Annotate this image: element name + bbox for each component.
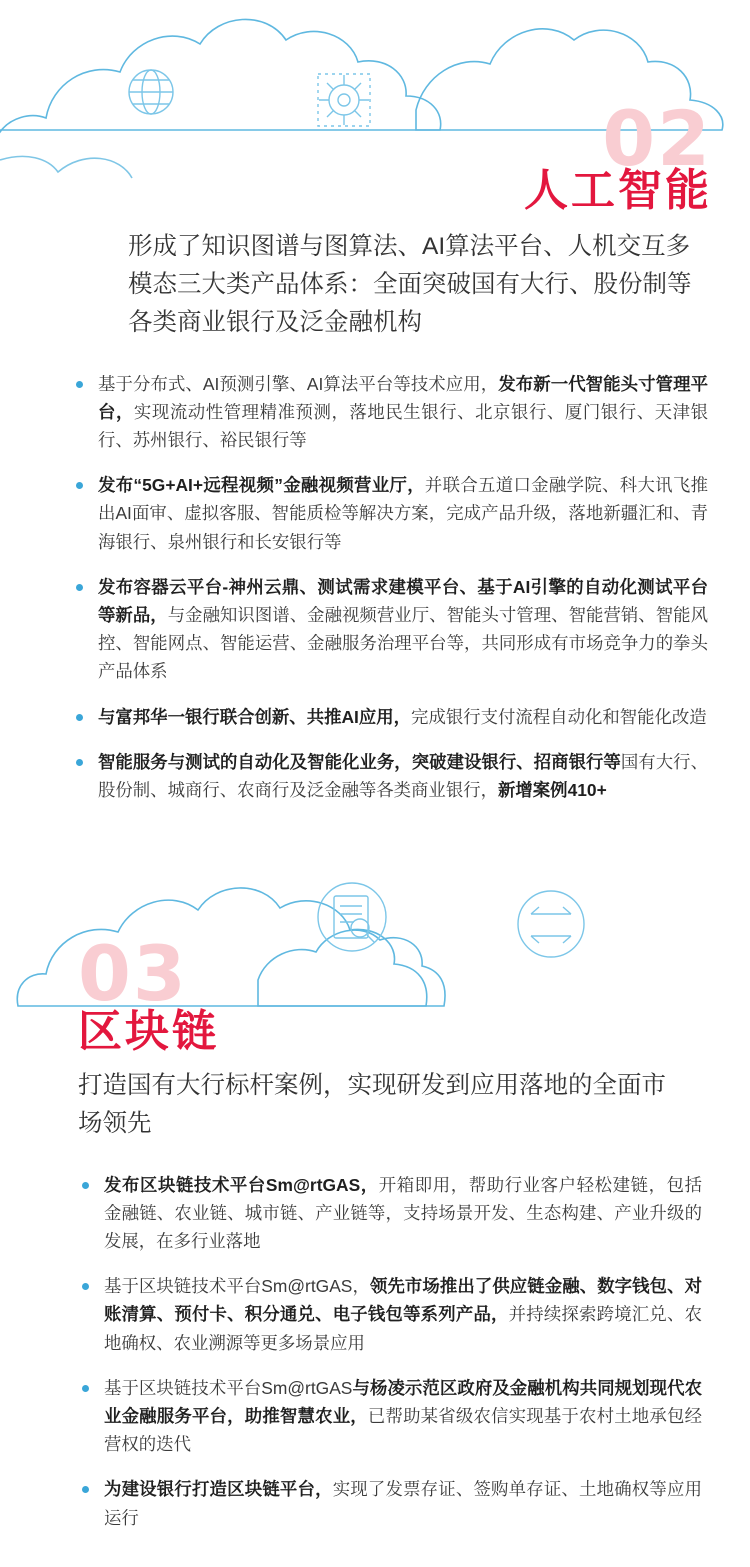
- list-item: [72, 573, 708, 686]
- body-text: 基于区块链技术平台Sm@rtGAS: [104, 1377, 353, 1398]
- section-title: 区块链: [78, 1007, 219, 1057]
- bullet-list-blockchain: [78, 1171, 702, 1532]
- body-text: 实现流动性管理精准预测，落地民生银行、北京银行、厦门银行、天津银行、苏州银行、裕民银行等: [98, 401, 708, 451]
- bullet-list-ai: [72, 370, 708, 804]
- section-lead-blockchain: 打造国有大行标杆案例，实现研发到应用落地的全面市场领先: [78, 1071, 666, 1137]
- emphasis-text: 发布“5G+AI+远程视频”金融视频营业厅，: [98, 475, 425, 496]
- body-text: 基于区块链技术平台Sm@rtGAS，: [104, 1276, 370, 1297]
- list-item: [78, 1475, 702, 1531]
- body-text: 已帮助某省级农信实现基于农村土地承包经营权的迭代: [104, 1406, 702, 1455]
- list-item: [72, 703, 708, 731]
- list-item: [72, 370, 708, 455]
- section-number: 02: [602, 94, 712, 183]
- section-lead-ai: 形成了知识图谱与图算法、AI算法平台、人机交互多模态三大类产品体系：全面突破国有大行、股份制等各类商业银行及泛金融机构: [128, 232, 692, 336]
- list-item: [78, 1272, 702, 1357]
- emphasis-text: 新增案例410+: [498, 779, 607, 800]
- section-blockchain: [0, 929, 750, 1549]
- emphasis-text: 领先市场推出了供应链金融、数字钱包、对账清算、预付卡、积分通兑、电子钱包等系列产品，: [104, 1276, 702, 1325]
- section-header-blockchain: [0, 929, 750, 1057]
- body-text: 完成银行支付流程自动化和智能化改造: [411, 706, 707, 727]
- emphasis-text: 为建设银行打造区块链平台，: [104, 1479, 333, 1500]
- list-item: [78, 1171, 702, 1256]
- emphasis-text: 发布区块链技术平台Sm@rtGAS，: [104, 1174, 379, 1195]
- list-item: [72, 748, 708, 804]
- emphasis-text: 发布容器云平台-神州云鼎、测试需求建模平台、基于AI引擎的自动化测试平台等新品，: [98, 576, 708, 625]
- emphasis-text: 智能服务与测试的自动化及智能化业务，突破建设银行、招商银行等: [98, 751, 621, 772]
- emphasis-text: 发布新一代智能头寸管理平台，: [98, 373, 708, 422]
- body-text: 开箱即用，帮助行业客户轻松建链，包括金融链、农业链、城市链、产业链等，支持场景开发、生态构建、产业升级的发展，在多行业落地: [104, 1174, 702, 1252]
- emphasis-text: 与杨凌示范区政府及金融机构共同规划现代农业金融服务平台，助推智慧农业，: [104, 1377, 702, 1427]
- body-text: 基于分布式、AI预测引擎、AI算法平台等技术应用，: [98, 373, 499, 394]
- list-item: [78, 1374, 702, 1459]
- section-number: 03: [78, 929, 188, 1018]
- emphasis-text: 与富邦华一银行联合创新、共推AI应用，: [98, 706, 412, 727]
- section-title: 人工智能: [524, 166, 712, 216]
- body-text: 并联合五道口金融学院、科大讯飞推出AI面审、虚拟客服、智能质检等解决方案，完成产品升级，落地新疆汇和、青海银行、泉州银行和长安银行等: [98, 475, 708, 552]
- body-text: 与金融知识图谱、金融视频营业厅、智能头寸管理、智能营销、智能风控、智能网点、智能运营、金融服务治理平台等，共同形成有市场竞争力的拳头产品体系: [98, 605, 708, 682]
- body-text: 并持续探索跨境汇兑、农地确权、农业溯源等更多场景应用: [104, 1304, 702, 1353]
- body-text: 实现了发票存证、签购单存证、土地确权等应用运行: [104, 1479, 702, 1528]
- section-header-ai: [0, 94, 750, 216]
- list-item: [72, 471, 708, 556]
- body-text: 国有大行、股份制、城商行、农商行及泛金融等各类商业银行，: [98, 751, 708, 800]
- section-artificial-intelligence: [0, 94, 750, 821]
